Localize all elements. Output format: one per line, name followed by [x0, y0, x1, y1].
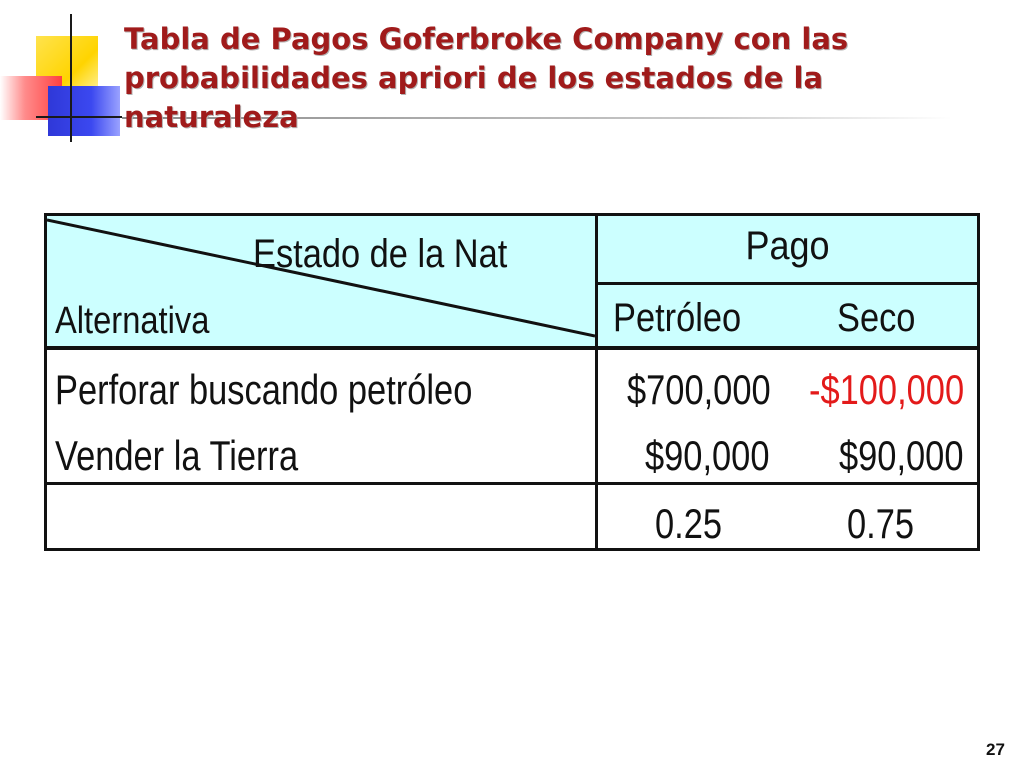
header-corner-cell	[47, 216, 595, 349]
header-alternative-label: Alternativa	[55, 300, 210, 342]
slide-number: 27	[986, 740, 1005, 759]
prior-probability-oil: 0.25	[655, 500, 723, 547]
row-sell-oil-value: $90,000	[645, 432, 770, 479]
probability-divider	[47, 482, 977, 485]
prior-probability-dry: 0.75	[847, 500, 915, 547]
payoff-table	[44, 213, 980, 551]
header-divider	[47, 346, 977, 350]
row-drill-alternative: Perforar buscando petróleo	[55, 366, 473, 413]
row-drill-oil-value: $700,000	[627, 366, 771, 413]
column-header-oil: Petróleo	[613, 296, 742, 340]
slide-title: Tabla de Pagos Goferbroke Company con las probabilidades apriori de los estados de la naturaleza	[124, 22, 849, 134]
column-divider	[595, 216, 598, 548]
decor-blue-square	[48, 86, 120, 136]
payoff-header-divider	[598, 282, 977, 285]
header-payoff-label: Pago	[745, 224, 830, 268]
header-state-label: Estado de la Nat	[253, 232, 508, 276]
row-drill-dry-value: -$100,000	[809, 366, 965, 413]
decor-horizontal-line	[36, 116, 122, 118]
row-sell-dry-value: $90,000	[839, 432, 964, 479]
row-sell-alternative: Vender la Tierra	[55, 432, 299, 479]
decor-vertical-line	[70, 14, 72, 142]
column-header-dry: Seco	[837, 296, 916, 340]
